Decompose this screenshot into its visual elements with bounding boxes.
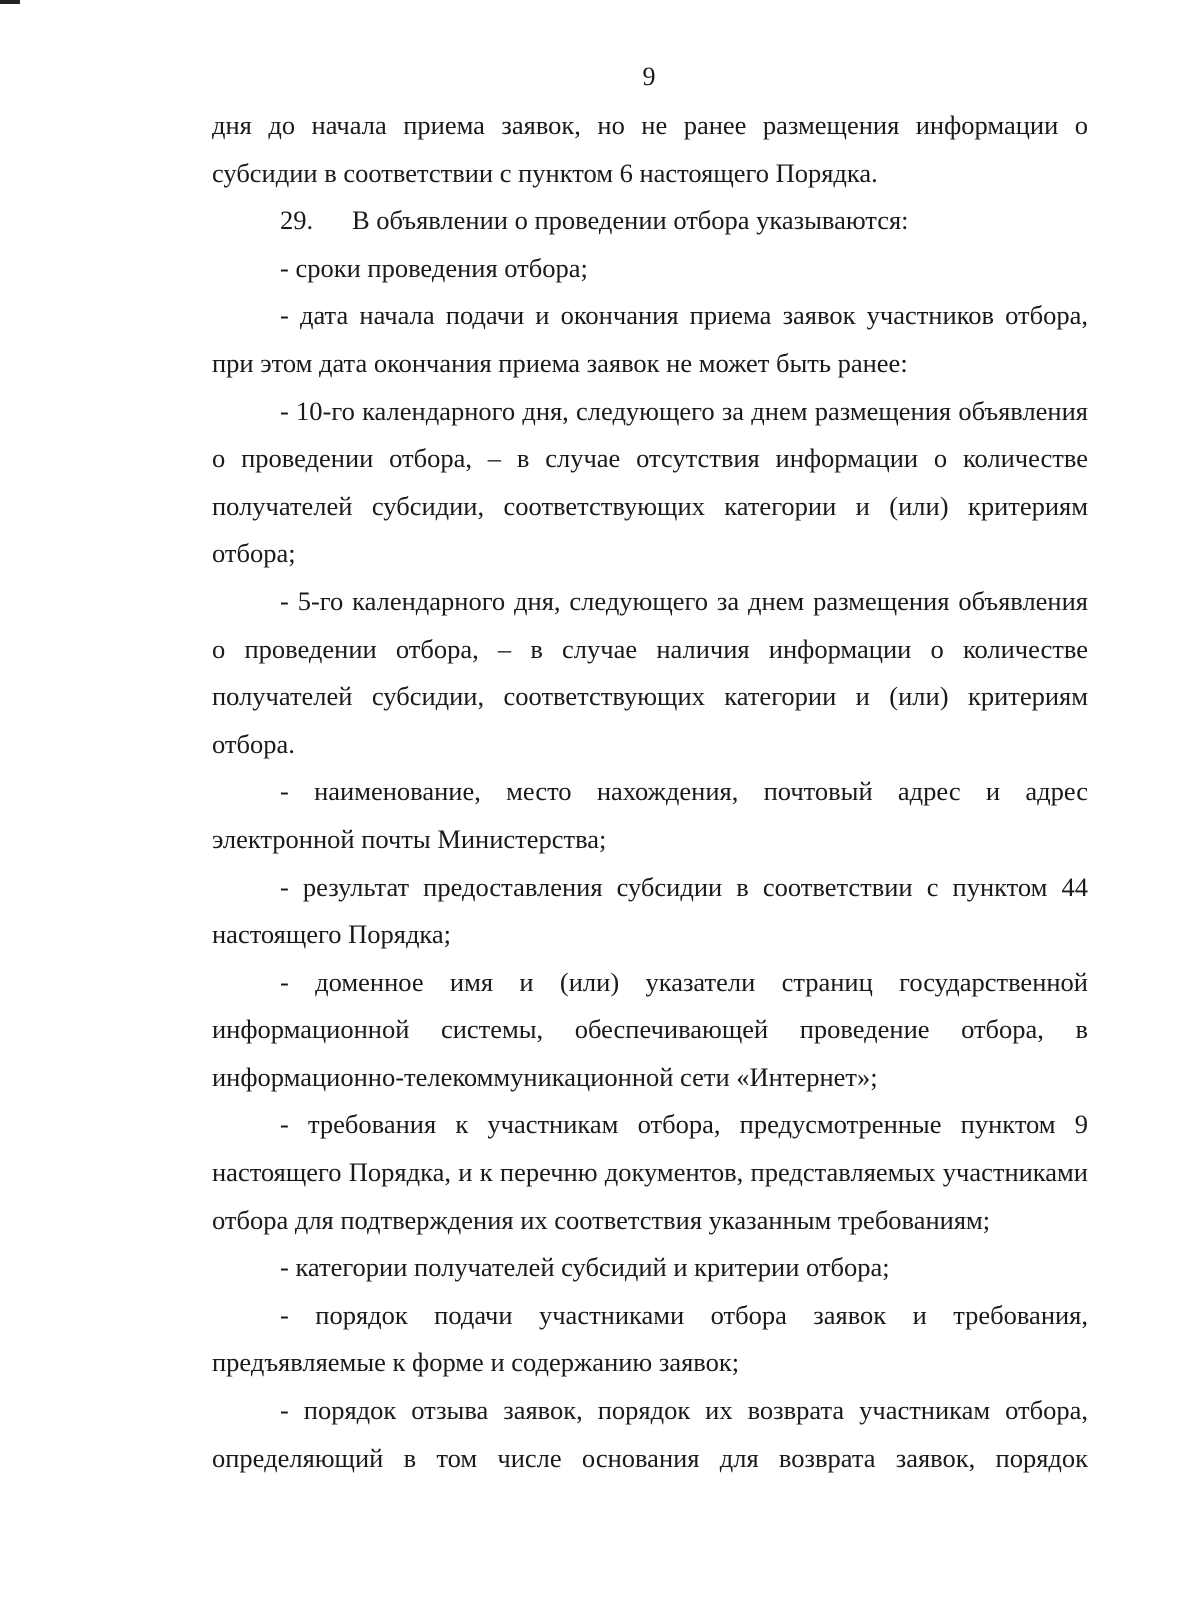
list-item-categories: - категории получателей субсидий и критерии отбора; (280, 1252, 890, 1283)
list-item-submission-order: - порядок подачи участниками отбора заявок и требования, предъявляемые к форме и содержанию заявок; (212, 1299, 1088, 1378)
list-item-result: - результат предоставления субсидии в соответствии с пунктом 44 настоящего Порядка; (212, 871, 1088, 950)
scan-corner-mark (0, 0, 20, 4)
list-item-dates: - дата начала подачи и окончания приема заявок участников отбора, при этом дата окончания приема заявок не может быть ранее: (212, 300, 1088, 378)
item-number: 29. (280, 205, 314, 236)
list-item-requirements: - требования к участникам отбора, предусмотренные пунктом 9 настоящего Порядка, и к перечню документов, представляемых участниками отбора для подтверждения их соответствия указанным требованиям; (212, 1109, 1088, 1235)
list-item-ministry-address: - наименование, место нахождения, почтовый адрес и адрес электронной почты Министерства; (212, 776, 1088, 854)
list-item-withdrawal-order: - порядок отзыва заявок, порядок их возврата участникам отбора, определяющий в том числе основания для возврата заявок, порядок (212, 1395, 1088, 1473)
list-item-5th-day: - 5-го календарного дня, следующего за днем размещения объявления о проведении отбора, – в случае наличия информации о количестве получателей субсидии, соответствующих категории и (или) критериям отбора. (212, 585, 1088, 759)
list-item-10th-day: - 10-го календарного дня, следующего за днем размещения объявления о проведении отбора, – в случае отсутствия информации о количестве получателей субсидии, соответствующих категории и (или) критериям отбора; (212, 395, 1088, 569)
list-item-deadlines: - сроки проведения отбора; (280, 252, 588, 283)
item-text: В объявлении о проведении отбора указываются: (352, 205, 909, 236)
list-item-domain: - доменное имя и (или) указатели страниц государственной информационной системы, обеспечивающей проведение отбора, в информационно-телекоммуникационной сети «Интернет»; (212, 966, 1088, 1092)
page-number: 9 (642, 62, 656, 91)
paragraph-continuation: дня до начала приема заявок, но не ранее размещения информации о субсидии в соответствии с пунктом 6 настоящего Порядка. (212, 110, 1088, 188)
document-body (212, 102, 1088, 1482)
paragraph-item-29 (212, 197, 1088, 245)
